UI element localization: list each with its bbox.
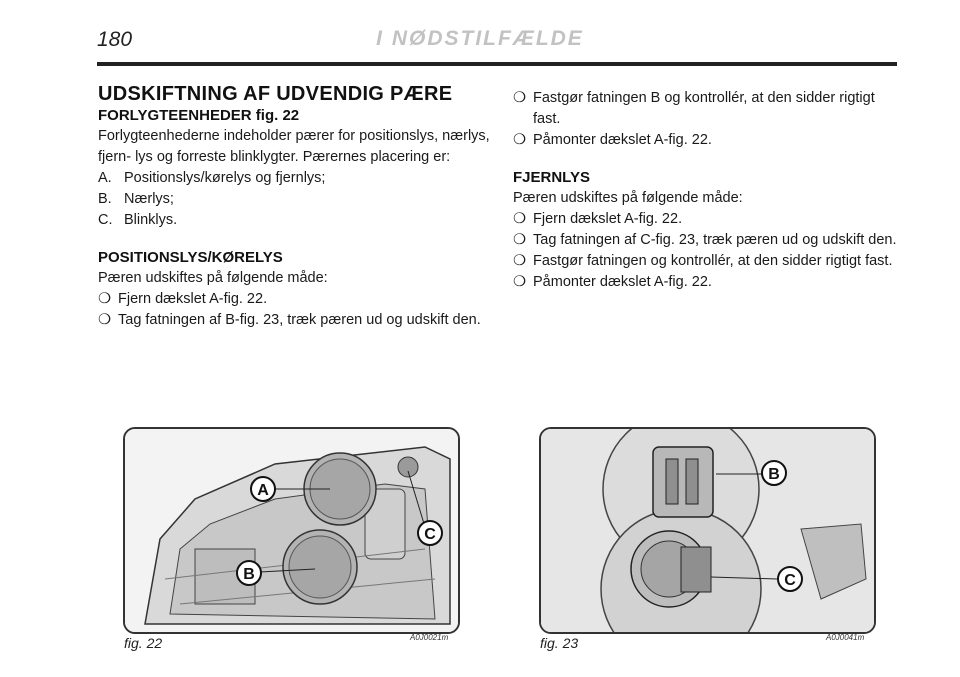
list-item bbox=[98, 168, 490, 189]
bullet-text: Tag fatningen af C-fig. 23, træk pæren ud og udskift den. bbox=[533, 232, 897, 248]
list-key: B. bbox=[98, 191, 112, 207]
list-key: A. bbox=[98, 170, 112, 186]
list-item bbox=[98, 189, 490, 210]
bullet-icon: ❍ bbox=[513, 253, 526, 269]
figure-23-socket-illustration bbox=[539, 427, 876, 634]
bullet-text: Fjern dækslet A-fig. 22. bbox=[533, 211, 683, 227]
bullet-icon: ❍ bbox=[513, 132, 526, 148]
callout-text: C bbox=[424, 526, 436, 543]
bullet-text: Tag fatningen af B-fig. 23, træk pæren ud og udskift den. bbox=[118, 312, 481, 328]
page-heading: UDSKIFTNING AF UDVENDIG PÆRE bbox=[98, 83, 453, 105]
section-heading-forlygteenheder: FORLYGTEENHEDER fig. 22 bbox=[98, 107, 300, 124]
left-column bbox=[98, 84, 490, 331]
bullet-text: Påmonter dækslet A-fig. 22. bbox=[533, 274, 712, 290]
bullet-icon: ❍ bbox=[513, 211, 526, 227]
bullet-item bbox=[98, 289, 490, 310]
list-key: C. bbox=[98, 212, 113, 228]
chapter-title: I NØDSTILFÆLDE bbox=[376, 27, 584, 50]
bullet-text: Fastgør fatningen B og kontrollér, at den sidder rigtigt fast. bbox=[533, 90, 875, 127]
socket-drawing bbox=[541, 429, 874, 632]
section-heading-fjernlys: FJERNLYS bbox=[513, 169, 590, 186]
paragraph-intro: Forlygteenhederne indeholder pærer for positionslys, nærlys, fjern- lys og forreste blinklygter. Pærernes placering er: bbox=[98, 128, 490, 165]
list-item bbox=[98, 210, 490, 231]
callout-label-c bbox=[778, 567, 802, 591]
indicator-socket bbox=[398, 457, 418, 477]
paragraph-intro: Pæren udskiftes på følgende måde: bbox=[98, 270, 328, 286]
figure-22-headlamp-illustration bbox=[123, 427, 460, 634]
headlamp-drawing bbox=[125, 429, 458, 632]
section-heading-positionslys: POSITIONSLYS/KØRELYS bbox=[98, 249, 283, 266]
figure-code: A0J0041m bbox=[826, 633, 865, 642]
callout-label-b bbox=[762, 461, 786, 485]
socket-b bbox=[653, 447, 713, 517]
paragraph-intro: Pæren udskiftes på følgende måde: bbox=[513, 190, 743, 206]
page-number: 180 bbox=[97, 28, 133, 51]
callout-label-c bbox=[418, 521, 442, 545]
header-rule bbox=[97, 62, 897, 66]
callout-text: B bbox=[768, 466, 780, 483]
bullet-icon: ❍ bbox=[513, 232, 526, 248]
bullet-item bbox=[98, 310, 490, 331]
right-column bbox=[513, 88, 905, 293]
list-text: Blinklys. bbox=[124, 212, 178, 228]
callout-label-b bbox=[237, 561, 261, 585]
callout-text: B bbox=[243, 566, 255, 583]
bullet-icon: ❍ bbox=[513, 90, 526, 106]
bullet-text: Fjern dækslet A-fig. 22. bbox=[118, 291, 268, 307]
bullet-item bbox=[513, 209, 905, 230]
bullet-text: Fastgør fatningen og kontrollér, at den sidder rigtigt fast. bbox=[533, 253, 893, 269]
bullet-text: Påmonter dækslet A-fig. 22. bbox=[533, 132, 712, 148]
figure-caption: fig. 22 bbox=[124, 635, 163, 651]
bullet-item bbox=[513, 272, 905, 293]
figure-caption: fig. 23 bbox=[540, 635, 579, 651]
bullet-icon: ❍ bbox=[98, 291, 111, 307]
callout-text: C bbox=[784, 572, 796, 589]
callout-label-a bbox=[251, 477, 275, 501]
bullet-icon: ❍ bbox=[513, 274, 526, 290]
bullet-icon: ❍ bbox=[98, 312, 111, 328]
callout-text: A bbox=[257, 482, 269, 499]
bullet-item bbox=[513, 130, 905, 151]
bullet-item bbox=[513, 251, 905, 272]
bullet-item bbox=[513, 230, 905, 251]
list-text: Positionslys/kørelys og fjernlys; bbox=[124, 170, 326, 186]
bullet-item bbox=[513, 88, 905, 130]
list-text: Nærlys; bbox=[124, 191, 174, 207]
figure-code: A0J0021m bbox=[410, 633, 449, 642]
